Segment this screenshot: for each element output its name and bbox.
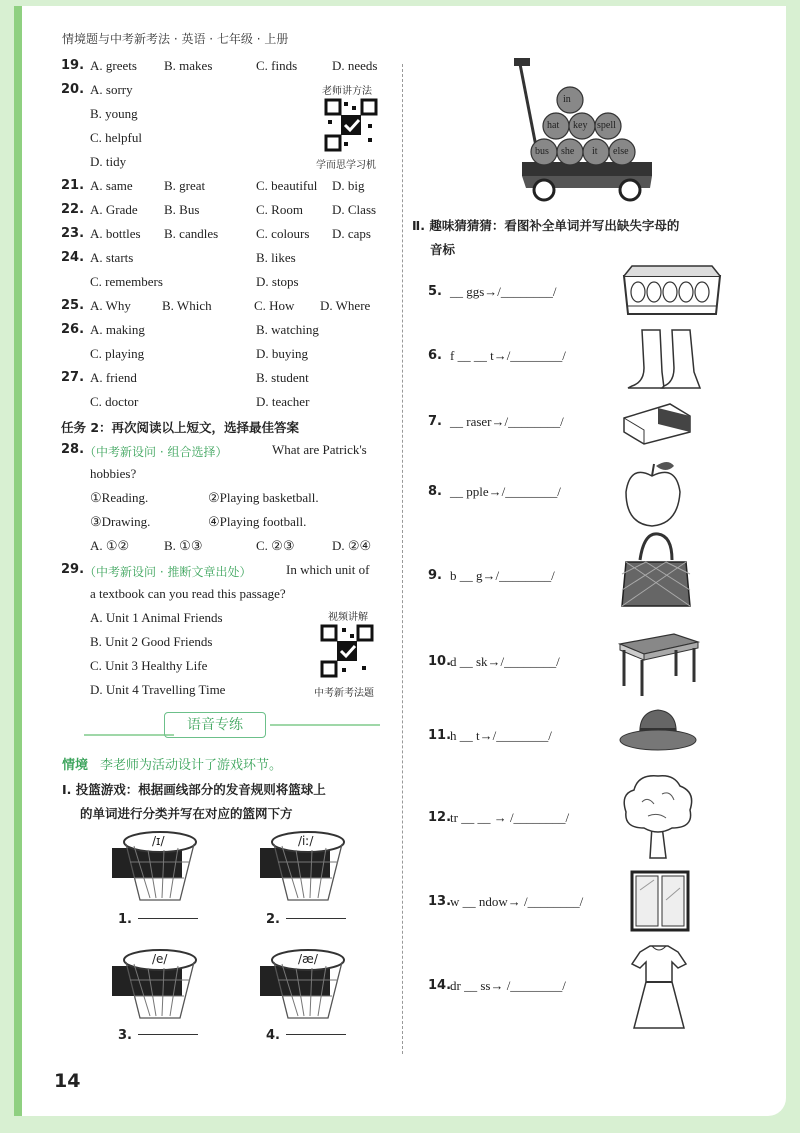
- q19-number: 19.: [61, 58, 85, 73]
- part2-title: Ⅱ. 趣味猜猜猜：看图补全单词并写出缺失字母的: [412, 218, 680, 233]
- q25-option-d[interactable]: D. Where: [320, 298, 371, 313]
- hoop-number: 2.: [266, 912, 280, 927]
- qr-code-icon[interactable]: [320, 624, 374, 678]
- hat-icon: [618, 706, 698, 754]
- q21-option-a[interactable]: A. same: [90, 178, 133, 193]
- q29-option-a[interactable]: A. Unit 1 Animal Friends: [90, 610, 223, 625]
- q27-number: 27.: [61, 370, 85, 385]
- q21-option-d[interactable]: D. big: [332, 178, 365, 193]
- context-label: 情境: [62, 758, 89, 773]
- answer-blank[interactable]: [138, 1034, 198, 1035]
- part1-title: Ⅰ. 投篮游戏：根据画线部分的发音规则将篮球上: [62, 782, 326, 797]
- qr-label-bottom: 中考新考法题: [314, 688, 374, 699]
- qr-label-top: 视频讲解: [328, 612, 368, 623]
- item-number: 6.: [428, 348, 442, 363]
- q27-option-a[interactable]: A. friend: [90, 370, 137, 385]
- tree-icon: [618, 772, 698, 862]
- item-number: 8.: [428, 484, 442, 499]
- item-number: 14.: [428, 978, 452, 993]
- hoop-number: 4.: [266, 1028, 280, 1043]
- task2-title: 任务 2：再次阅读以上短文，选择最佳答案: [61, 420, 300, 435]
- q21-number: 21.: [61, 178, 85, 193]
- q19-option-a[interactable]: A. greets: [90, 58, 137, 73]
- q23-number: 23.: [61, 226, 85, 241]
- q24-option-a[interactable]: A. starts: [90, 250, 134, 265]
- ball-word: it: [592, 146, 598, 157]
- feet-icon: [624, 328, 704, 390]
- q25-number: 25.: [61, 298, 85, 313]
- q29-tag: （中考新设问 · 推断文章出处）: [84, 565, 252, 579]
- q28-number: 28.: [61, 442, 85, 457]
- q25-option-b[interactable]: B. Which: [162, 298, 212, 313]
- item-number: 5.: [428, 284, 442, 299]
- hoop-symbol: /e/: [152, 952, 168, 966]
- q22-option-d[interactable]: D. Class: [332, 202, 377, 217]
- q26-option-d[interactable]: D. buying: [256, 346, 308, 361]
- q22-option-a[interactable]: A. Grade: [90, 202, 138, 217]
- item-number: 9.: [428, 568, 442, 583]
- item-word[interactable]: tr __ __ → /________/: [450, 810, 570, 825]
- q26-option-c[interactable]: C. playing: [90, 346, 145, 361]
- bag-icon: [618, 530, 694, 610]
- q29-option-d[interactable]: D. Unit 4 Travelling Time: [90, 682, 226, 697]
- q23-option-c[interactable]: C. colours: [256, 226, 310, 241]
- section-line-left: [84, 734, 174, 736]
- window-icon: [630, 870, 690, 932]
- hoop-number: 1.: [118, 912, 132, 927]
- part2-title-2: 音标: [430, 242, 456, 257]
- q23-option-a[interactable]: A. bottles: [90, 226, 141, 241]
- ball-word: else: [613, 146, 629, 157]
- q28-item-4: ④Playing football.: [208, 514, 307, 529]
- item-word[interactable]: w __ ndow→ /________/: [450, 894, 584, 909]
- q24-number: 24.: [61, 250, 85, 265]
- q28-tag: （中考新设问 · 组合选择）: [84, 445, 228, 459]
- qr-label-bottom: 学而思学习机: [316, 160, 376, 171]
- q20-option-b[interactable]: B. young: [90, 106, 138, 121]
- q28-option-b[interactable]: B. ①③: [164, 538, 203, 553]
- item-number: 7.: [428, 414, 442, 429]
- item-number: 11.: [428, 728, 452, 743]
- q23-option-b[interactable]: B. candles: [164, 226, 219, 241]
- q22-option-c[interactable]: C. Room: [256, 202, 303, 217]
- q19-option-d[interactable]: D. needs: [332, 58, 378, 73]
- hoop-symbol: /æ/: [298, 952, 318, 966]
- q23-option-d[interactable]: D. caps: [332, 226, 371, 241]
- q20-option-a[interactable]: A. sorry: [90, 82, 133, 97]
- item-word[interactable]: __ pple→/________/: [450, 484, 561, 499]
- hoop-symbol: /iː/: [298, 834, 314, 848]
- q29-option-b[interactable]: B. Unit 2 Good Friends: [90, 634, 213, 649]
- q26-number: 26.: [61, 322, 85, 337]
- item-number: 13.: [428, 894, 452, 909]
- item-word[interactable]: dr __ ss→ /________/: [450, 978, 566, 993]
- q24-option-b[interactable]: B. likes: [256, 250, 296, 265]
- ball-word: key: [573, 120, 588, 131]
- side-bar: [14, 6, 22, 1116]
- q27-option-c[interactable]: C. doctor: [90, 394, 139, 409]
- q21-option-b[interactable]: B. great: [164, 178, 206, 193]
- q19-option-b[interactable]: B. makes: [164, 58, 213, 73]
- q24-option-d[interactable]: D. stops: [256, 274, 299, 289]
- item-word[interactable]: f __ __ t→/________/: [450, 348, 566, 363]
- eraser-icon: [620, 398, 694, 448]
- q28-item-2: ②Playing basketball.: [208, 490, 319, 505]
- qr-label-top: 老师讲方法: [322, 86, 372, 97]
- q22-number: 22.: [61, 202, 85, 217]
- q29-number: 29.: [61, 562, 85, 577]
- ball-word: she: [561, 146, 575, 157]
- q28-stem-1: What are Patrick's: [272, 442, 367, 457]
- q28-option-d[interactable]: D. ②④: [332, 538, 372, 553]
- section-title: 语音专练: [164, 712, 266, 738]
- q28-item-3: ③Drawing.: [90, 514, 151, 529]
- q29-stem-2: a textbook can you read this passage?: [90, 586, 286, 601]
- q29-option-c[interactable]: C. Unit 3 Healthy Life: [90, 658, 208, 673]
- ball-word: hat: [547, 120, 560, 131]
- q27-option-d[interactable]: D. teacher: [256, 394, 310, 409]
- context-text: 李老师为活动设计了游戏环节。: [100, 758, 283, 773]
- q21-option-c[interactable]: C. beautiful: [256, 178, 318, 193]
- apple-icon: [620, 458, 686, 530]
- hoop-symbol: /ɪ/: [152, 834, 165, 848]
- q20-number: 20.: [61, 82, 85, 97]
- q26-option-b[interactable]: B. watching: [256, 322, 319, 337]
- item-number: 12.: [428, 810, 452, 825]
- qr-code-icon[interactable]: [324, 98, 378, 152]
- answer-blank[interactable]: [286, 1034, 346, 1035]
- ball-word: bus: [535, 146, 549, 157]
- q20-option-d[interactable]: D. tidy: [90, 154, 127, 169]
- q25-option-a[interactable]: A. Why: [90, 298, 131, 313]
- q19-option-c[interactable]: C. finds: [256, 58, 298, 73]
- item-word[interactable]: h __ t→/________/: [450, 728, 552, 743]
- q28-option-a[interactable]: A. ①②: [90, 538, 130, 553]
- item-word[interactable]: __ raser→/________/: [450, 414, 564, 429]
- answer-blank[interactable]: [138, 918, 198, 919]
- q28-stem-2: hobbies?: [90, 466, 137, 481]
- item-word[interactable]: __ ggs→/________/: [450, 284, 557, 299]
- q28-item-1: ①Reading.: [90, 490, 149, 505]
- item-number: 10.: [428, 654, 452, 669]
- q22-option-b[interactable]: B. Bus: [164, 202, 200, 217]
- page-number: 14: [54, 1070, 81, 1092]
- column-divider: [402, 64, 403, 1054]
- ball-word: spell: [597, 120, 616, 131]
- item-word[interactable]: b __ g→/________/: [450, 568, 555, 583]
- section-line-right: [270, 724, 380, 726]
- q20-option-c[interactable]: C. helpful: [90, 130, 142, 145]
- page-header: 情境题与中考新考法 · 英语 · 七年级 · 上册: [62, 32, 289, 46]
- q24-option-c[interactable]: C. remembers: [90, 274, 163, 289]
- egg-carton-icon: [620, 262, 724, 318]
- q25-option-c[interactable]: C. How: [254, 298, 295, 313]
- item-word[interactable]: d __ sk→/________/: [450, 654, 560, 669]
- hoop-number: 3.: [118, 1028, 132, 1043]
- dress-icon: [628, 942, 690, 1034]
- part1-title-2: 的单词进行分类并写在对应的篮网下方: [80, 806, 293, 821]
- desk-icon: [618, 630, 700, 698]
- answer-blank[interactable]: [286, 918, 346, 919]
- ball-word: in: [563, 94, 571, 105]
- worksheet-page: [14, 6, 786, 1116]
- q27-option-b[interactable]: B. student: [256, 370, 309, 385]
- q26-option-a[interactable]: A. making: [90, 322, 145, 337]
- q28-option-c[interactable]: C. ②③: [256, 538, 295, 553]
- q29-stem-1: In which unit of: [286, 562, 370, 577]
